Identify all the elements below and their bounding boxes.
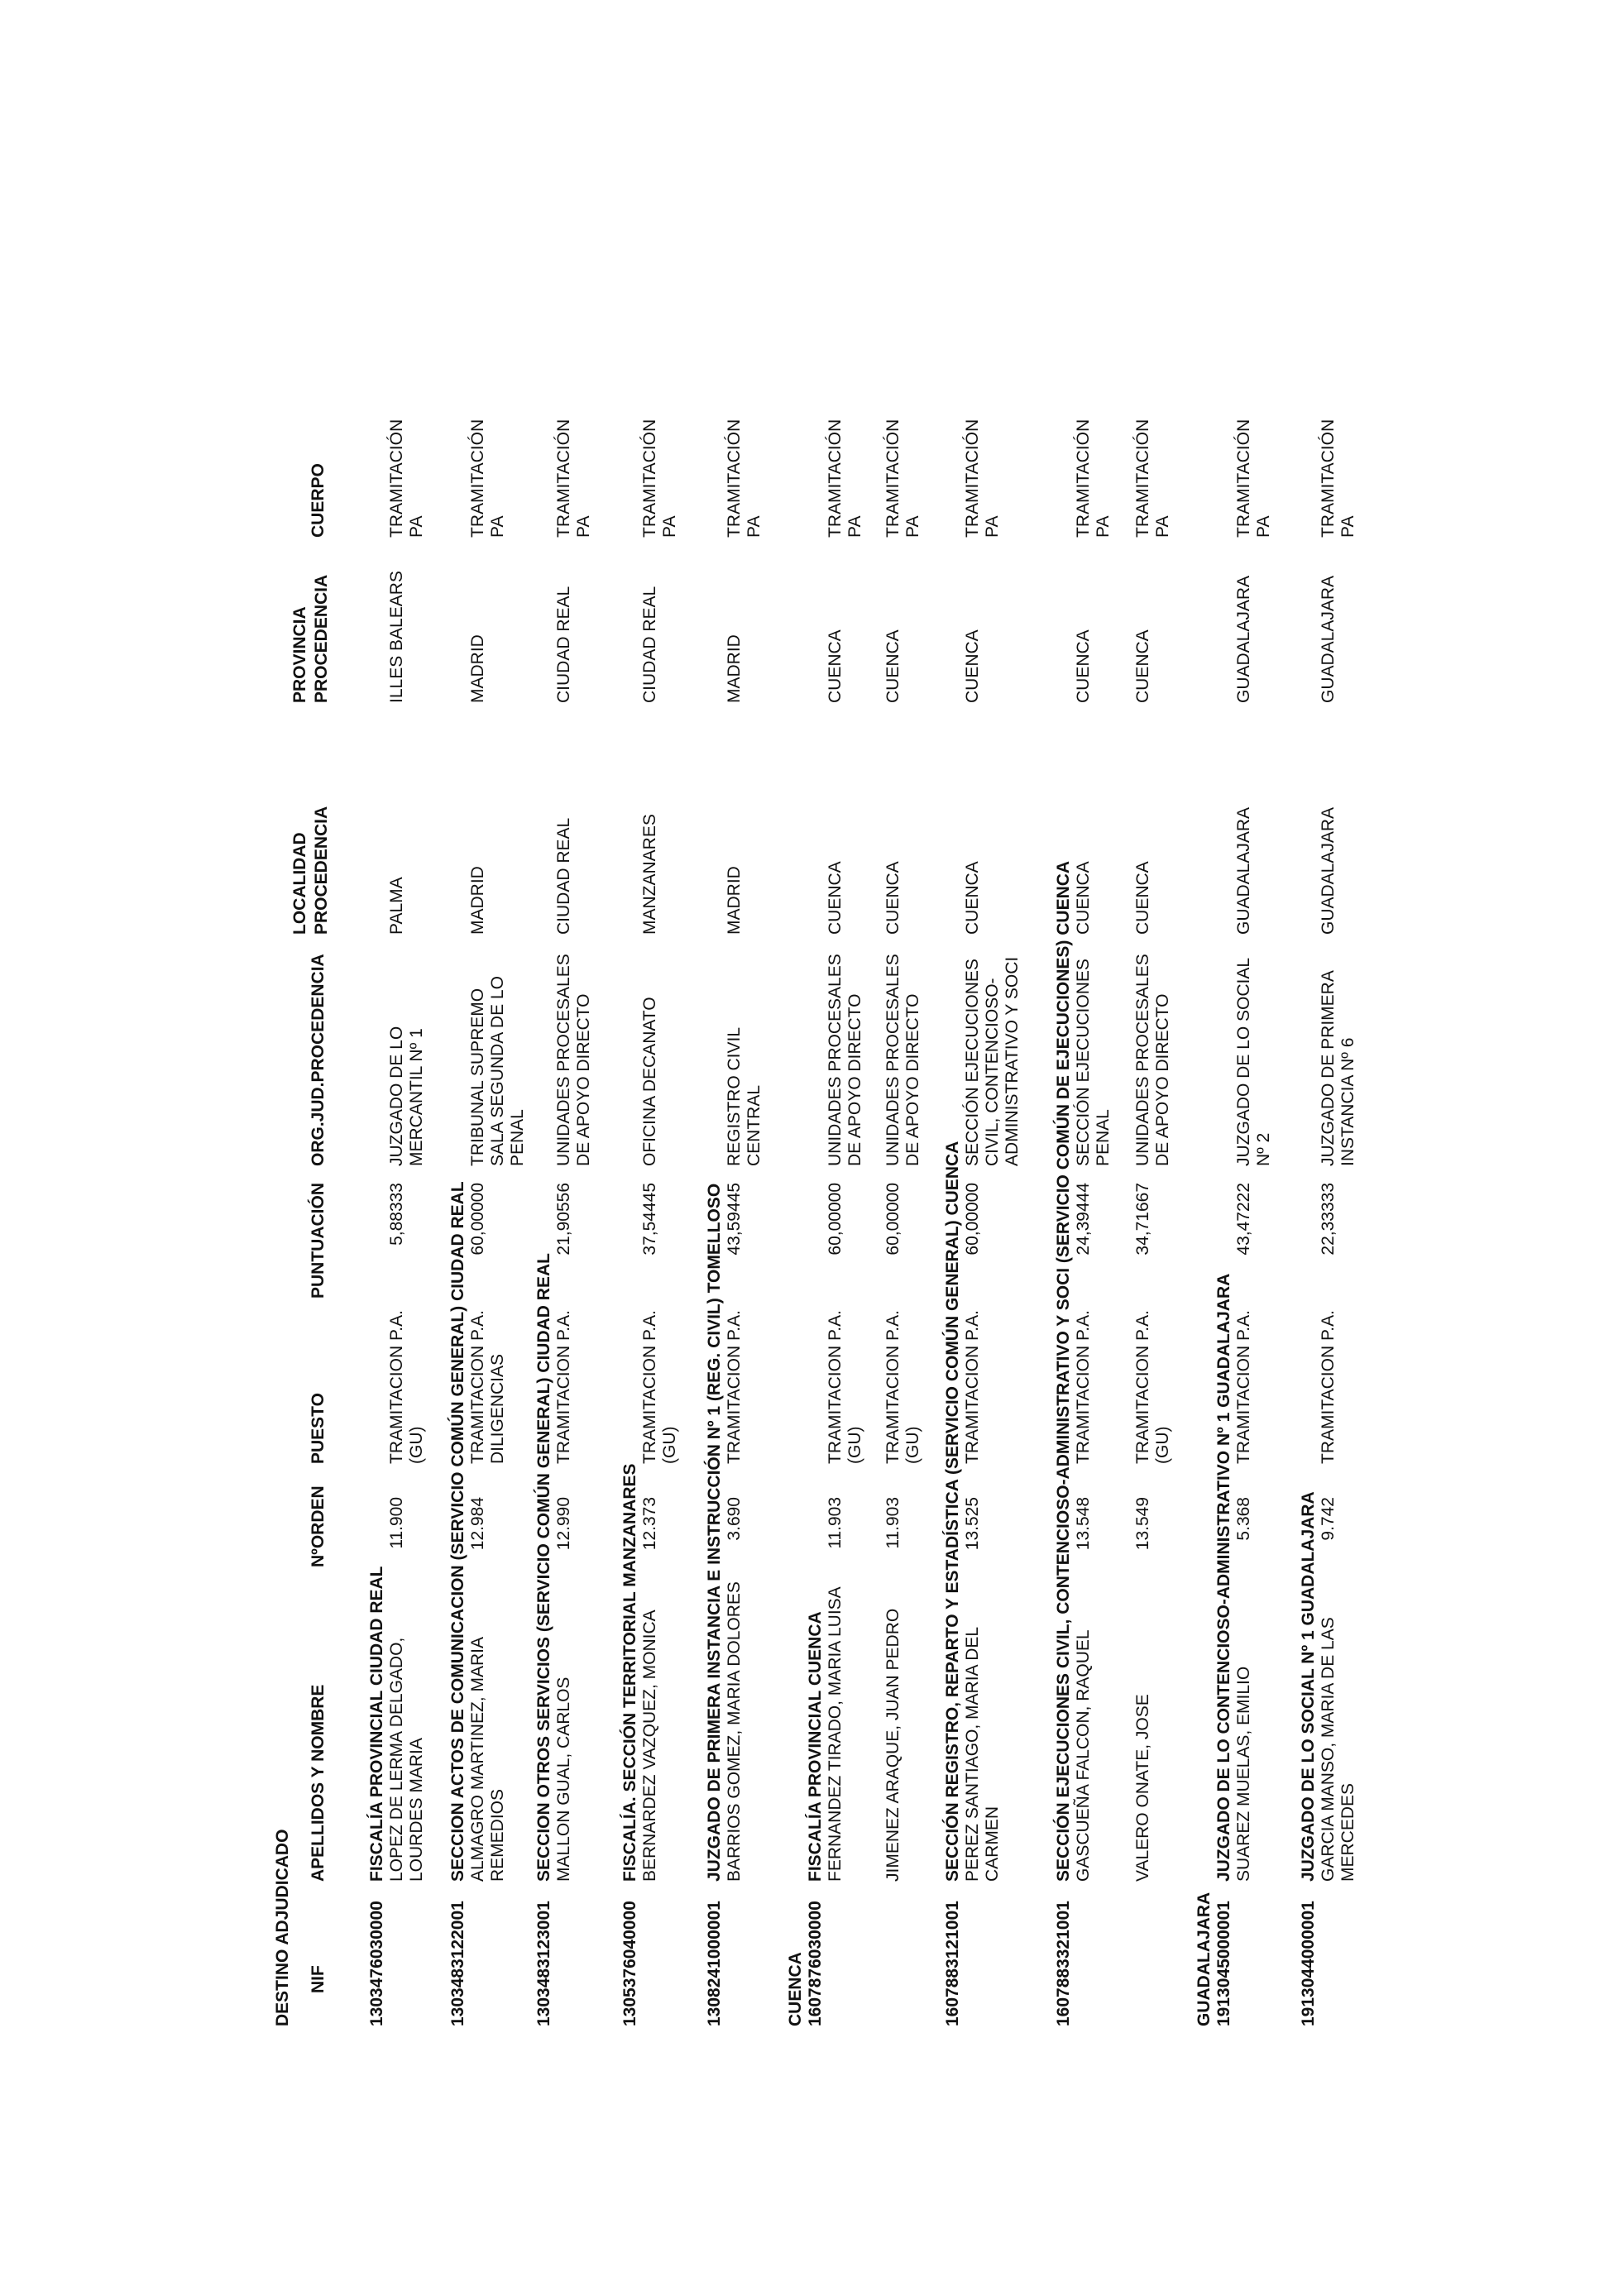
cell-provincia: CUENCA: [826, 629, 845, 703]
cell-org: SECCIÓN EJECUCIONES CIVIL, CONTENCIOSO-ADMINISTRATIVO Y SOCI: [963, 956, 1022, 1166]
header-puesto: PUESTO: [309, 1393, 328, 1464]
cell-orden: 3.690: [725, 1497, 744, 1541]
cell-cuerpo: TRAMITACIÓN PA: [883, 419, 922, 538]
cell-puesto: TRAMITACION P.A.: [554, 1310, 573, 1464]
cell-nombre: PEREZ SANTIAGO, MARIA DEL CARMEN: [963, 1627, 1002, 1882]
cell-nombre: VALERO ONATE, JOSE: [1133, 1694, 1152, 1882]
cell-puesto: TRAMITACION P.A.: [1074, 1310, 1093, 1464]
cell-cuerpo: TRAMITACIÓN PA: [1319, 419, 1357, 538]
cell-provincia: CUENCA: [883, 629, 902, 703]
cell-localidad: MADRID: [468, 866, 487, 935]
cell-puesto: TRAMITACION P.A. (GU): [640, 1310, 679, 1464]
adjudication-table: [273, 0, 1539, 2026]
header-org: ORG.JUD.PROCEDENCIA: [309, 954, 328, 1166]
cell-cuerpo: TRAMITACIÓN PA: [1133, 419, 1172, 538]
section-name: JUZGADO DE LO SOCIAL Nº 1 GUADALAJARA: [1299, 1491, 1318, 1882]
destino-heading: DESTINO ADJUDICADO: [273, 1829, 292, 2026]
section-name: FISCALÍA. SECCIÓN TERRITORIAL MANZANARES: [620, 1463, 639, 1882]
header-puntuacion: PUNTUACIÓN: [309, 1183, 328, 1299]
province-name: GUADALAJARA: [1195, 1892, 1214, 2026]
cell-provincia: CUENCA: [963, 629, 982, 703]
section-name: FISCALÍA PROVINCIAL CIUDAD REAL: [367, 1566, 386, 1882]
cell-cuerpo: TRAMITACIÓN PA: [1074, 419, 1113, 538]
section-name: SECCION ACTOS DE COMUNICACION (SERVICIO COMÚN GENERAL) CIUDAD REAL: [448, 1181, 467, 1882]
cell-cuerpo: TRAMITACIÓN PA: [387, 419, 426, 538]
cell-org: SECCIÓN EJECUCIONES PENAL: [1074, 959, 1113, 1166]
cell-puesto: TRAMITACION P.A.: [1234, 1310, 1253, 1464]
cell-provincia: CUENCA: [1074, 629, 1093, 703]
cell-orden: 9.742: [1319, 1497, 1338, 1541]
cell-nombre: BARRIOS GOMEZ, MARIA DOLORES: [725, 1581, 744, 1882]
section-code: 1607876030000: [806, 1901, 825, 2026]
cell-nombre: SUAREZ MUELAS, EMILIO: [1234, 1666, 1253, 1882]
cell-nombre: ALMAGRO MARTINEZ, MARIA REMEDIOS: [468, 1638, 507, 1882]
cell-puntuacion: 34,71667: [1133, 1183, 1152, 1256]
cell-cuerpo: TRAMITACIÓN PA: [640, 419, 679, 538]
cell-org: JUZGADO DE PRIMERA INSTANCIA Nº 6: [1319, 971, 1357, 1166]
cell-nombre: LOPEZ DE LERMA DELGADO, LOURDES MARIA: [387, 1637, 426, 1882]
cell-nombre: FERNANDEZ TIRADO, MARIA LUISA: [826, 1586, 845, 1882]
cell-org: UNIDADES PROCESALES DE APOYO DIRECTO: [826, 954, 864, 1166]
cell-puntuacion: 5,88333: [387, 1183, 406, 1246]
cell-orden: 12.373: [640, 1497, 659, 1551]
cell-nombre: GASCUEÑA FALCON, RAQUEL: [1074, 1629, 1093, 1882]
cell-localidad: CUENCA: [1074, 861, 1093, 935]
cell-puntuacion: 22,33333: [1319, 1183, 1338, 1256]
cell-provincia: ILLES BALEARS: [387, 571, 406, 703]
cell-provincia: CUENCA: [1133, 629, 1152, 703]
cell-puesto: TRAMITACION P.A. (GU): [387, 1310, 426, 1464]
cell-provincia: CIUDAD REAL: [640, 586, 659, 703]
header-cuerpo: CUERPO: [309, 463, 328, 538]
cell-cuerpo: TRAMITACIÓN PA: [725, 419, 764, 538]
cell-cuerpo: TRAMITACIÓN PA: [1234, 419, 1273, 538]
cell-org: TRIBUNAL SUPREMO SALA SEGUNDA DE LO PENAL: [468, 976, 527, 1166]
cell-provincia: GUADALAJARA: [1319, 575, 1338, 703]
cell-orden: 5.368: [1234, 1497, 1253, 1541]
header-nombre: APELLIDOS Y NOMBRE: [309, 1684, 328, 1882]
cell-org: JUZGADO DE LO MERCANTIL Nº 1: [387, 1026, 426, 1166]
header-orden: NºORDEN: [309, 1485, 328, 1567]
section-name: JUZGADO DE LO CONTENCIOSO-ADMINISTRATIVO Nº 1 GUADALAJARA: [1214, 1273, 1233, 1882]
province-name: CUENCA: [786, 1952, 805, 2026]
cell-puntuacion: 37,54445: [640, 1183, 659, 1256]
section-code: 1607883121001: [943, 1901, 962, 2026]
cell-orden: 13.549: [1133, 1497, 1152, 1551]
cell-puntuacion: 24,39444: [1074, 1183, 1093, 1256]
cell-puntuacion: 43,59445: [725, 1183, 744, 1256]
cell-orden: 12.984: [468, 1497, 487, 1551]
section-code: 1305376040000: [620, 1901, 639, 2026]
cell-puesto: TRAMITACION P.A.: [963, 1310, 982, 1464]
cell-puesto: TRAMITACION P.A. (GU): [1133, 1310, 1172, 1464]
cell-orden: 13.525: [963, 1497, 982, 1551]
cell-orden: 11.903: [826, 1497, 845, 1549]
cell-puesto: TRAMITACION P.A.: [725, 1310, 744, 1464]
cell-localidad: MANZANARES: [640, 814, 659, 935]
cell-puesto: TRAMITACION P.A.: [1319, 1310, 1338, 1464]
cell-localidad: PALMA: [387, 877, 406, 935]
cell-org: UNIDADES PROCESALES DE APOYO DIRECTO: [554, 954, 593, 1166]
cell-nombre: MALLON GUAL, CARLOS: [554, 1677, 573, 1882]
cell-provincia: CIUDAD REAL: [554, 586, 573, 703]
cell-org: OFICINA DECANATO: [640, 997, 659, 1166]
cell-org: UNIDADES PROCESALES DE APOYO DIRECTO: [883, 954, 922, 1166]
cell-org: JUZGADO DE LO SOCIAL Nº 2: [1234, 958, 1273, 1166]
cell-localidad: CUENCA: [1133, 861, 1152, 935]
section-code: 1607883321001: [1054, 1901, 1073, 2026]
cell-puntuacion: 60,00000: [826, 1183, 845, 1256]
cell-puntuacion: 60,00000: [883, 1183, 902, 1256]
cell-puesto: TRAMITACION P.A. (GU): [826, 1310, 864, 1464]
cell-provincia: MADRID: [725, 634, 744, 703]
cell-orden: 13.548: [1074, 1497, 1093, 1551]
cell-puesto: TRAMITACION P.A. (GU): [883, 1310, 922, 1464]
section-code: 1308241000001: [705, 1901, 724, 2026]
section-code: 1913044000001: [1299, 1901, 1318, 2026]
section-name: SECCION OTROS SERVICIOS (SERVICIO COMÚN GENERAL) CIUDAD REAL: [534, 1253, 553, 1882]
cell-cuerpo: TRAMITACIÓN PA: [554, 419, 593, 538]
cell-orden: 11.903: [883, 1497, 902, 1549]
cell-org: UNIDADES PROCESALES DE APOYO DIRECTO: [1133, 954, 1172, 1166]
cell-localidad: CUENCA: [826, 861, 845, 935]
cell-provincia: MADRID: [468, 634, 487, 703]
cell-nombre: BERNARDEZ VAZQUEZ, MONICA: [640, 1610, 659, 1882]
cell-orden: 11.900: [387, 1497, 406, 1549]
cell-cuerpo: TRAMITACIÓN PA: [963, 419, 1002, 538]
cell-org: REGISTRO CIVIL CENTRAL: [725, 1027, 764, 1166]
section-code: 1913045000001: [1214, 1901, 1233, 2026]
cell-localidad: CIUDAD REAL: [554, 817, 573, 935]
cell-puntuacion: 43,47222: [1234, 1183, 1253, 1256]
cell-puntuacion: 21,90556: [554, 1183, 573, 1256]
header-nif: NIF: [309, 1965, 328, 1993]
cell-localidad: CUENCA: [883, 861, 902, 935]
section-name: SECCIÓN REGISTRO, REPARTO Y ESTADÍSTICA (SERVICIO COMÚN GENERAL) CUENCA: [943, 1141, 962, 1882]
cell-puntuacion: 60,00000: [468, 1183, 487, 1256]
section-code: 1303483123001: [534, 1901, 553, 2026]
cell-provincia: GUADALAJARA: [1234, 575, 1253, 703]
section-name: JUZGADO DE PRIMERA INSTANCIA E INSTRUCCIÓN Nº 1 (REG. CIVIL) TOMELLOSO: [705, 1183, 724, 1882]
cell-localidad: CUENCA: [963, 861, 982, 935]
cell-orden: 12.990: [554, 1497, 573, 1551]
cell-puntuacion: 60,00000: [963, 1183, 982, 1256]
cell-nombre: GARCIA MANSO, MARIA DE LAS MERCEDES: [1319, 1617, 1357, 1882]
section-code: 1303476030000: [367, 1901, 386, 2026]
cell-localidad: GUADALAJARA: [1234, 806, 1253, 935]
cell-localidad: MADRID: [725, 866, 744, 935]
section-name: SECCIÓN EJECUCIONES CIVIL, CONTENCIOSO-ADMINISTRATIVO Y SOCI (SERVICIO COMÚN DE EJECUCIONES) CUENCA: [1054, 860, 1073, 1882]
cell-nombre: JIMENEZ ARAQUE, JUAN PEDRO: [883, 1608, 902, 1882]
section-name: FISCALÍA PROVINCIAL CUENCA: [806, 1611, 825, 1882]
section-code: 1303483122001: [448, 1901, 467, 2026]
header-provincia: PROVINCIA PROCEDENCIA: [290, 574, 331, 703]
cell-localidad: GUADALAJARA: [1319, 806, 1338, 935]
cell-cuerpo: TRAMITACIÓN PA: [468, 419, 507, 538]
header-localidad: LOCALIDAD PROCEDENCIA: [290, 806, 331, 935]
cell-puesto: TRAMITACION P.A. DILIGENCIAS: [468, 1310, 507, 1464]
cell-cuerpo: TRAMITACIÓN PA: [826, 419, 864, 538]
